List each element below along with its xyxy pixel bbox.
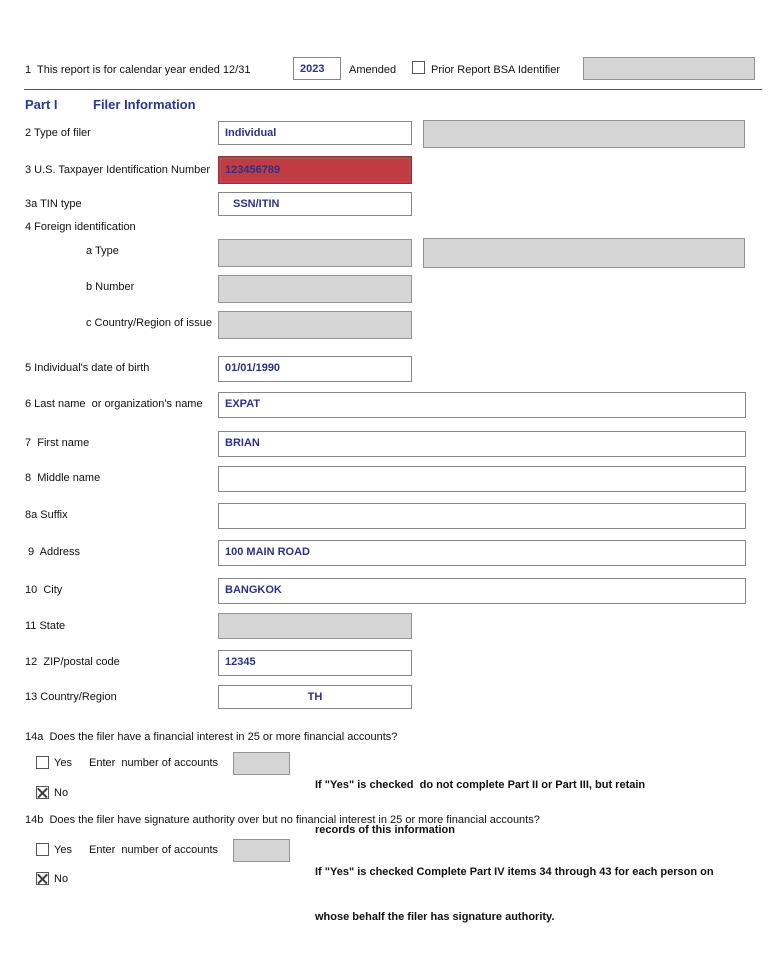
part1-label: Part I	[25, 97, 58, 112]
q14a-note-line2: records of this information	[315, 824, 455, 836]
prior-report-bsa-input	[583, 57, 755, 80]
q14b-question: 14b Does the filer have signature authority over but no financial interest in 25 or more financial accounts?	[25, 814, 540, 826]
dob-label: 5 Individual's date of birth	[25, 362, 150, 374]
q14b-note-line2: whose behalf the filer has signature authority.	[315, 911, 555, 923]
type-of-filer-other-input	[423, 120, 745, 148]
tin-type-input[interactable]: SSN/ITIN	[218, 192, 412, 216]
q14b-enter-accounts-label: Enter number of accounts	[89, 844, 219, 856]
amended-checkbox[interactable]	[412, 61, 425, 74]
q14b-yes-checkbox[interactable]	[36, 843, 49, 856]
q14b-accounts-input	[233, 839, 290, 862]
q14a-yes-label: Yes	[54, 757, 72, 769]
q14b-no-checkbox[interactable]	[36, 872, 49, 885]
zip-input[interactable]: 12345	[218, 650, 412, 676]
first-name-label: 7 First name	[25, 437, 90, 449]
tin-input[interactable]: 123456789	[218, 156, 412, 184]
foreign-number-label: b Number	[86, 281, 135, 293]
q14a-no-label: No	[54, 787, 69, 799]
foreign-country-input	[218, 311, 412, 339]
foreign-type-label: a Type	[86, 245, 119, 257]
q14b-note-line1: If "Yes" is checked Complete Part IV items 34 through 43 for each person on	[315, 866, 714, 878]
foreign-id-label: 4 Foreign identification	[25, 221, 136, 233]
state-label: 11 State	[25, 620, 66, 632]
country-input[interactable]: TH	[218, 685, 412, 709]
city-input[interactable]: BANGKOK	[218, 578, 746, 604]
state-input	[218, 613, 412, 639]
calendar-year-input[interactable]: 2023	[293, 57, 341, 80]
foreign-number-input	[218, 275, 412, 303]
country-label: 13 Country/Region	[25, 691, 117, 703]
foreign-type-input	[218, 239, 412, 267]
suffix-input[interactable]	[218, 503, 746, 529]
q14a-accounts-input	[233, 752, 290, 775]
suffix-label: 8a Suffix	[25, 509, 68, 521]
q14a-enter-accounts-label: Enter number of accounts	[89, 757, 219, 769]
dob-input[interactable]: 01/01/1990	[218, 356, 412, 382]
middle-name-input[interactable]	[218, 466, 746, 492]
address-input[interactable]: 100 MAIN ROAD	[218, 540, 746, 566]
amended-label: Amended	[349, 64, 397, 76]
foreign-type-other-input	[423, 238, 745, 268]
q14b-yes-label: Yes	[54, 844, 72, 856]
last-name-input[interactable]: EXPAT	[218, 392, 746, 418]
address-label: 9 Address	[25, 546, 81, 558]
foreign-country-label: c Country/Region of issue	[86, 317, 212, 329]
part1-title: Filer Information	[93, 97, 196, 112]
type-of-filer-input[interactable]: Individual	[218, 121, 412, 145]
city-label: 10 City	[25, 584, 63, 596]
q14a-question: 14a Does the filer have a financial interest in 25 or more financial accounts?	[25, 731, 398, 743]
q14a-no-checkbox[interactable]	[36, 786, 49, 799]
q14b-no-label: No	[54, 873, 69, 885]
calendar-year-label: 1 This report is for calendar year ended 12/31	[25, 64, 251, 76]
q14b-note	[315, 835, 714, 955]
first-name-input[interactable]: BRIAN	[218, 431, 746, 457]
q14a-note-line1: If "Yes" is checked do not complete Part II or Part III, but retain	[315, 779, 646, 791]
type-of-filer-label: 2 Type of filer	[25, 127, 91, 139]
section-divider	[24, 89, 762, 90]
tin-label: 3 U.S. Taxpayer Identification Number	[25, 164, 211, 176]
last-name-label: 6 Last name or organization's name	[25, 398, 203, 410]
q14a-yes-checkbox[interactable]	[36, 756, 49, 769]
zip-label: 12 ZIP/postal code	[25, 656, 120, 668]
middle-name-label: 8 Middle name	[25, 472, 101, 484]
prior-report-bsa-label: Prior Report BSA Identifier	[431, 64, 561, 76]
tin-type-label: 3a TIN type	[25, 198, 82, 210]
